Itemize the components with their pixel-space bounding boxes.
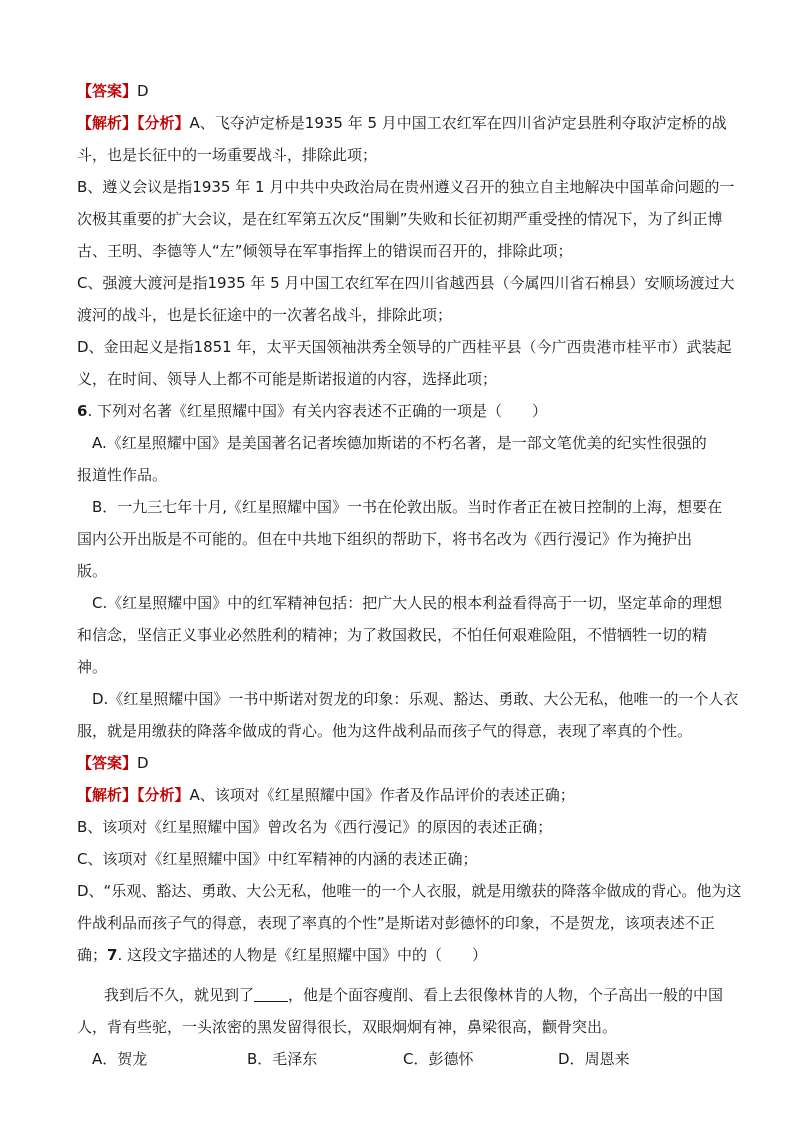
answer-value: D xyxy=(137,82,149,100)
analysis-tag: 【解析】【分析】 xyxy=(77,786,190,804)
q6-option-a-line-2: 报道性作品。 xyxy=(77,466,168,484)
question-number: 7 xyxy=(107,946,118,964)
q7-option-d: D．周恩来 xyxy=(558,1050,630,1068)
q6-stem: 6. 下列对名著《红星照耀中国》有关内容表述不正确的一项是（ ） xyxy=(77,402,547,420)
q7-options xyxy=(92,1049,692,1069)
q6-option-c-line-2: 和信念，坚信正义事业必然胜利的精神；为了救国救民，不怕任何艰难险阻，不惜牺牲一切的精 xyxy=(77,626,708,644)
q7-option-a: A．贺龙 xyxy=(92,1050,148,1068)
question-number: 6 xyxy=(77,402,88,420)
q5-analysis-line-7: 渡河的战斗，也是长征途中的一次著名战斗，排除此项； xyxy=(77,306,453,324)
q6-option-c-line-3: 神。 xyxy=(77,658,108,676)
q6-analysis-line-4: D、“乐观、豁达、勇敢、大公无私，他唯一的一个人衣服，就是用缴获的降落伞做成的背心。他为这 xyxy=(77,882,742,900)
q6-analysis-line-3: C、该项对《红星照耀中国》中红军精神的内涵的表述正确； xyxy=(77,850,478,868)
q6-option-b-line-1: B．一九三七年十月,《红星照耀中国》一书在伦敦出版。当时作者正在被日控制的上海，想要在 xyxy=(92,498,723,516)
answer-tag: 【答案】 xyxy=(77,82,138,100)
q7-option-c: C．彭德怀 xyxy=(403,1050,474,1068)
q5-analysis-line-3: B、遵义会议是指1935 年 1 月中共中央政治局在贵州遵义召开的独立自主地解决中国革命问题的一 xyxy=(77,178,735,196)
q5-analysis-line-2: 斗，也是长征中的一场重要战斗，排除此项； xyxy=(77,146,378,164)
q6-analysis-line-2: B、该项对《红星照耀中国》曾改名为《西行漫记》的原因的表述正确； xyxy=(77,818,553,836)
q5-answer-line xyxy=(77,81,149,101)
q7-passage-line-1: 我到后不久，就见到了 ，他是个面容瘦削、看上去很像林肯的人物，个子高出一般的中国 xyxy=(104,986,724,1004)
q6-option-b-line-3: 版。 xyxy=(77,562,108,580)
q5-analysis-line-4: 次极其重要的扩大会议，是在红军第五次反“围剿”失败和长征初期严重受挫的情况下，为了纠正博 xyxy=(77,210,723,228)
q5-analysis-line-1: 【解析】【分析】A、飞夺泸定桥是1935 年 5 月中国工农红军在四川省泸定县胜利夺取泸定桥的战 xyxy=(77,114,727,132)
q6-analysis-line-5: 件战利品而孩子气的得意，表现了率真的个性”是斯诺对彭德怀的印象，不是贺龙，该项表述不正 xyxy=(77,914,715,932)
analysis-tag: 【解析】【分析】 xyxy=(77,114,190,132)
q5-analysis-line-8: D、金田起义是指1851 年，太平天国领袖洪秀全领导的广西桂平县（今广西贵港市桂平市）武装起 xyxy=(77,338,732,356)
q6-option-c-line-1: C.《红星照耀中国》中的红军精神包括：把广大人民的根本利益看得高于一切，坚定革命的理想 xyxy=(92,594,723,612)
q5-analysis-line-9: 义，在时间、领导人上都不可能是斯诺报道的内容，选择此项； xyxy=(77,370,498,388)
q5-analysis-line-6: C、强渡大渡河是指1935 年 5 月中国工农红军在四川省越西县（今属四川省石棉县）安顺场渡过大 xyxy=(77,274,735,292)
q6-option-b-line-2: 国内公开出版是不可能的。但在中共地下组织的帮助下，将书名改为《西行漫记》作为掩护出 xyxy=(77,530,693,548)
q6-answer-line xyxy=(77,753,149,773)
fill-blank xyxy=(254,987,288,1002)
q6-analysis-line-1: 【解析】【分析】A、该项对《红星照耀中国》作者及作品评价的表述正确； xyxy=(77,786,575,804)
q6-option-d-line-1: D.《红星照耀中国》一书中斯诺对贺龙的印象：乐观、豁达、勇敢、大公无私，他唯一的一个人衣 xyxy=(92,690,739,708)
q7-passage-line-2: 人，背有些驼，一头浓密的黑发留得很长，双眼炯炯有神，鼻梁很高，颧骨突出。 xyxy=(77,1018,618,1036)
answer-value: D xyxy=(137,754,149,772)
answer-tag: 【答案】 xyxy=(77,754,138,772)
q7-option-b: B．毛泽东 xyxy=(247,1050,318,1068)
q6-analysis-line-6: 确；7. 这段文字描述的人物是《红星照耀中国》中的（ ） xyxy=(77,946,487,964)
q5-analysis-line-5: 古、王明、李德等人“左”倾领导在军事指挥上的错误而召开的，排除此项； xyxy=(77,242,573,260)
q6-option-a-line-1: A.《红星照耀中国》是美国著名记者埃德加斯诺的不朽名著，是一部文笔优美的纪实性很强的 xyxy=(92,434,707,452)
q6-option-d-line-2: 服，就是用缴获的降落伞做成的背心。他为这件战利品而孩子气的得意，表现了率真的个性。 xyxy=(77,722,693,740)
